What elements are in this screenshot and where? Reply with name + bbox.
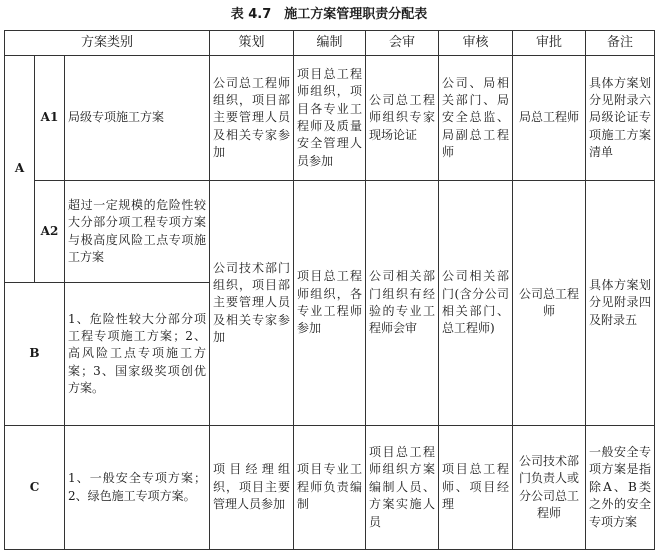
header-row xyxy=(5,31,655,56)
row-a1-plan: 公司总工程师组织，项目部主要管理人员及相关专家参加 xyxy=(210,56,294,181)
row-c-compile: 项目专业工程师负责编制 xyxy=(294,426,366,550)
table-title: 表 4.7 施工方案管理职责分配表 xyxy=(230,7,428,22)
row-a1-joint-review: 公司总工程师组织专家现场论证 xyxy=(366,56,439,181)
row-a1-compile: 项目总工程师组织，项目各专业工程师及质量安全管理人员参加 xyxy=(294,56,366,181)
shared-approve: 公司总工程师 xyxy=(513,181,586,426)
row-c-check: 项目总工程师、项目经理 xyxy=(439,426,513,550)
responsibility-table xyxy=(4,30,655,550)
shared-remark: 具体方案划分见附录四及附录五 xyxy=(586,181,655,426)
shared-joint-review: 公司相关部门组织有经验的专业工程师会审 xyxy=(366,181,439,426)
row-a1-check: 公司、局相关部门、局安全总监、局副总工程师 xyxy=(439,56,513,181)
header-joint-review: 会审 xyxy=(366,31,439,56)
table-row-a2 xyxy=(5,181,655,283)
row-a1-remark: 具体方案划分见附录六局级论证专项施工方案清单 xyxy=(586,56,655,181)
row-a2-code: A2 xyxy=(35,181,65,283)
header-approve: 审批 xyxy=(513,31,586,56)
row-c-joint-review: 项目总工程师组织方案编制人员、方案实施人员 xyxy=(366,426,439,550)
row-a1-code: A1 xyxy=(35,56,65,181)
header-remark: 备注 xyxy=(586,31,655,56)
row-a2-category: 超过一定规模的危险性较大分部分项工程专项方案与极高度风险工点专项施工方案 xyxy=(65,181,210,283)
group-a-code: A xyxy=(5,56,35,283)
header-category: 方案类别 xyxy=(5,31,210,56)
table-row-a1 xyxy=(5,56,655,181)
row-c-category: 1、一般安全专项方案；2、绿色施工专项方案。 xyxy=(65,426,210,550)
row-b-category: 1、危险性较大分部分项工程专项施工方案；2、高风险工点专项施工方案；3、国家级奖项创优方案。 xyxy=(65,283,210,426)
row-a1-approve: 局总工程师 xyxy=(513,56,586,181)
shared-plan: 公司技术部门组织，项目部主要管理人员及相关专家参加 xyxy=(210,181,294,426)
header-check: 审核 xyxy=(439,31,513,56)
shared-compile: 项目总工程师组织，各专业工程师参加 xyxy=(294,181,366,426)
row-c-remark: 一般安全专项方案是指除A、B类之外的安全专项方案 xyxy=(586,426,655,550)
header-compile: 编制 xyxy=(294,31,366,56)
header-plan: 策划 xyxy=(210,31,294,56)
shared-check: 公司相关部门(含分公司相关部门、总工程师) xyxy=(439,181,513,426)
row-c-code: C xyxy=(5,426,65,550)
row-a1-category: 局级专项施工方案 xyxy=(65,56,210,181)
table-row-c xyxy=(5,426,655,550)
row-c-plan: 项目经理组织，项目主要管理人员参加 xyxy=(210,426,294,550)
row-c-approve: 公司技术部门负责人或分公司总工程师 xyxy=(513,426,586,550)
row-b-code: B xyxy=(5,283,65,426)
